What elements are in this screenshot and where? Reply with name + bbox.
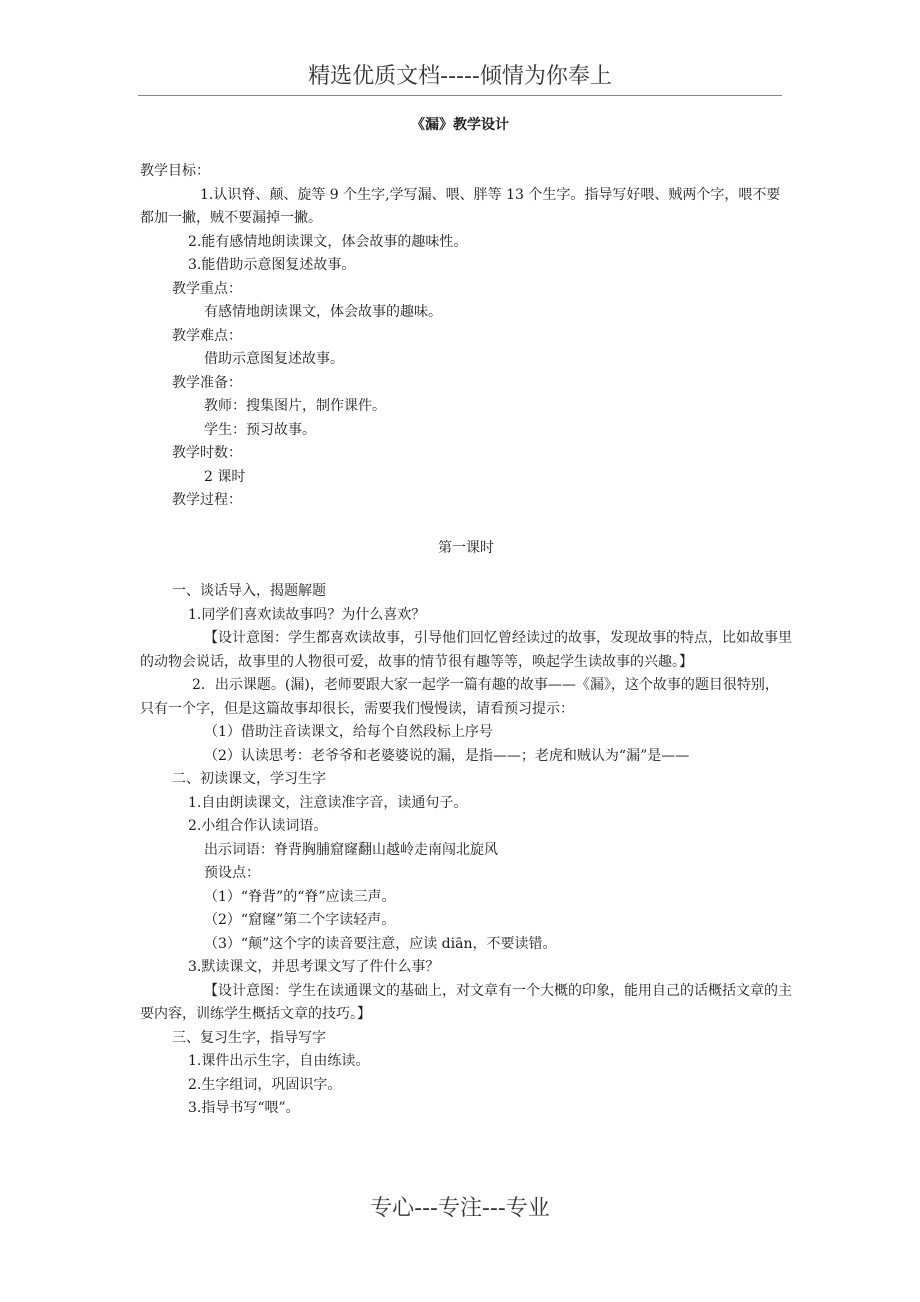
part3-heading: 三、复习生字，指导写字 (172, 1029, 326, 1046)
objective-3: 3.能借助示意图复述故事。 (188, 257, 356, 273)
objective-1: 1.认识脊、颠、旋等 9 个生字,学写漏、喂、胖等 13 个生字。指导写好喂、贼两个字，喂不要都加一撇，贼不要漏掉一撇。 (140, 186, 781, 226)
part3-item-3: 3.指导书写“喂”。 (188, 1100, 300, 1116)
part2-preset: 预设点： (204, 865, 260, 881)
page-header: 精选优质文档-----倾情为你奉上 (308, 64, 612, 89)
part1-item-2: 2．出示课题。(漏)，老师要跟大家一起学一篇有趣的故事——《漏》，这个故事的题目很特别，只有一个字，但是这篇故事却很长，需要我们慢慢读，请看预习提示： (140, 677, 779, 717)
difficulty-label: 教学难点： (172, 327, 242, 344)
part2-item-1: 1.自由朗读课文，注意读准字音，读通句子。 (188, 794, 468, 811)
document-title: 《漏》教学设计 (411, 117, 509, 133)
part1-item-1: 1.同学们喜欢读故事吗？为什么喜欢？ (188, 606, 426, 623)
part2-item-3: 3.默读课文，并思考课文写了件什么事？ (188, 959, 440, 975)
part2-words: 出示词语：脊背胸脯窟窿翻山越岭走南闯北旋风 (204, 841, 498, 858)
process-label: 教学过程： (172, 492, 242, 508)
document-body (140, 160, 792, 1121)
part1-hint-2: （2）认读思考：老爷爷和老婆婆说的漏，是指——；老虎和贼认为“漏”是—— (204, 747, 690, 764)
page-footer: 专心---专注---专业 (370, 1196, 550, 1221)
part1-design-intent: 【设计意图：学生都喜欢读故事，引导他们回忆曾经读过的故事，发现故事的特点，比如故事里的动物会说话，故事里的人物很可爱，故事的情节很有趣等等，唤起学生读故事的兴趣。】 (140, 630, 792, 670)
key-points-text: 有感情地朗读课文，体会故事的趣味。 (204, 304, 442, 320)
part3-item-1: 1.课件出示生字，自由练读。 (188, 1053, 370, 1069)
part2-preset-1: （1）“脊背”的“脊”应读三声。 (204, 888, 396, 905)
difficulty-text: 借助示意图复述故事。 (204, 351, 344, 367)
part2-preset-2: （2）“窟窿”第二个字读轻声。 (204, 912, 396, 928)
key-points-label: 教学重点： (172, 280, 242, 297)
part1-heading: 一、谈话导入，揭题解题 (172, 583, 326, 599)
hours-text: 2 课时 (204, 468, 246, 485)
header-divider (138, 95, 782, 96)
part1-hint-1: （1）借助注音读课文，给每个自然段标上序号 (204, 724, 493, 740)
preparation-student: 学生：预习故事。 (204, 421, 316, 438)
part2-heading: 二、初读课文，学习生字 (172, 771, 326, 787)
objective-2: 2.能有感情地朗读课文，体会故事的趣味性。 (188, 233, 468, 250)
part2-design-intent: 【设计意图：学生在读通课文的基础上，对文章有一个大概的印象，能用自己的话概括文章的主要内容，训练学生概括文章的技巧。】 (140, 982, 792, 1022)
preparation-label: 教学准备： (172, 374, 242, 391)
objectives-label: 教学目标： (140, 163, 210, 179)
hours-label: 教学时数： (172, 445, 242, 461)
part2-item-2: 2.小组合作认读词语。 (188, 818, 328, 834)
preparation-teacher: 教师：搜集图片，制作课件。 (204, 398, 386, 414)
part3-item-2: 2.生字组词，巩固识字。 (188, 1076, 342, 1093)
part2-preset-3: （3）“颠”这个字的读音要注意，应读 diān，不要读错。 (204, 935, 557, 952)
lesson-heading: 第一课时 (438, 539, 494, 556)
